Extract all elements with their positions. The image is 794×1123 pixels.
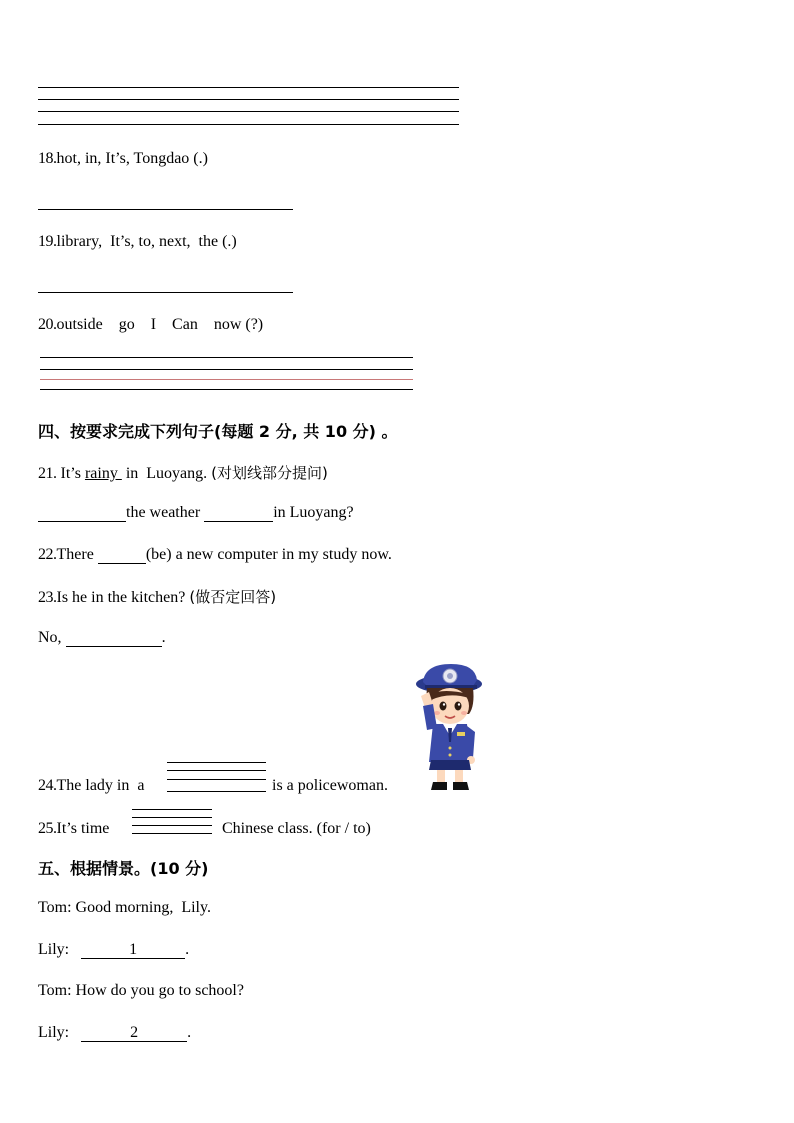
question-words: hot, in, It’s, Tongdao (.) bbox=[56, 150, 208, 167]
answer-text: the weather bbox=[126, 504, 205, 521]
right-eye bbox=[455, 702, 462, 711]
answer-line[interactable] bbox=[167, 770, 266, 771]
question-number: 25. bbox=[38, 820, 57, 837]
button bbox=[449, 754, 452, 757]
answer-text: . bbox=[161, 629, 166, 646]
dialogue-line bbox=[38, 941, 189, 959]
answer-text: in Luoyang? bbox=[273, 504, 354, 521]
blank-label: 2 bbox=[130, 1024, 139, 1041]
answer-line[interactable] bbox=[132, 809, 212, 810]
hat-badge-center bbox=[447, 673, 453, 679]
question-23 bbox=[38, 586, 276, 607]
policewoman-icon bbox=[413, 662, 487, 794]
speaker: Tom: bbox=[38, 982, 72, 999]
answer-line[interactable] bbox=[132, 817, 212, 818]
speaker: Lily: bbox=[38, 1024, 70, 1041]
question-words: outside go I Can now (?) bbox=[56, 316, 264, 333]
question-text: in Luoyang. bbox=[121, 465, 212, 482]
speaker: Tom: bbox=[38, 899, 72, 916]
question-number: 18. bbox=[38, 150, 57, 167]
question-number: 19. bbox=[38, 233, 57, 250]
section-5-title: 五、根据情景。(10 分) bbox=[38, 859, 209, 878]
dialogue-text: How do you go to school? bbox=[71, 982, 244, 999]
answer-line[interactable] bbox=[167, 791, 266, 792]
answer-line[interactable] bbox=[38, 111, 459, 112]
answer-line[interactable] bbox=[40, 379, 413, 380]
answer-blank[interactable] bbox=[66, 630, 162, 647]
answer-blank[interactable] bbox=[204, 505, 273, 522]
right-leg bbox=[455, 770, 463, 784]
question-text: Is he in the kitchen? bbox=[56, 589, 190, 606]
answer-line[interactable] bbox=[38, 209, 293, 210]
badge bbox=[457, 732, 465, 736]
answer-blank-1[interactable] bbox=[81, 942, 185, 959]
question-text: It’s time bbox=[56, 820, 114, 837]
answer-line[interactable] bbox=[40, 369, 413, 370]
dialogue-end: . bbox=[185, 941, 190, 958]
speaker: Lily: bbox=[38, 941, 70, 958]
answer-line[interactable] bbox=[132, 833, 212, 834]
answer-line[interactable] bbox=[40, 357, 413, 358]
right-arm bbox=[467, 726, 475, 758]
answer-text: No, bbox=[38, 629, 66, 646]
question-24-end: is a policewoman. bbox=[272, 777, 388, 794]
left-shoe bbox=[431, 782, 447, 790]
eye-shine bbox=[443, 703, 445, 705]
section-4-title: 四、按要求完成下列句子(每题 2 分, 共 10 分) 。 bbox=[38, 422, 398, 441]
dialogue-end: . bbox=[187, 1024, 192, 1041]
answer-line[interactable] bbox=[38, 124, 459, 125]
dialogue-text: Good morning, Lily. bbox=[71, 899, 211, 916]
underlined-word: rainy bbox=[84, 465, 122, 482]
question-number: 24. bbox=[38, 777, 57, 794]
answer-blank-2[interactable] bbox=[81, 1025, 187, 1042]
question-number: 22. bbox=[38, 546, 57, 563]
answer-line[interactable] bbox=[167, 779, 266, 780]
cheek bbox=[434, 711, 440, 715]
question-25-end: Chinese class. (for / to) bbox=[222, 820, 371, 837]
question-19 bbox=[38, 233, 237, 251]
answer-line[interactable] bbox=[38, 87, 459, 88]
question-number: 20. bbox=[38, 316, 57, 333]
dialogue-line bbox=[38, 1024, 191, 1042]
question-text: There bbox=[56, 546, 98, 563]
question-21 bbox=[38, 462, 328, 483]
answer-blank[interactable] bbox=[38, 505, 126, 522]
cheek bbox=[461, 711, 467, 715]
answer-line[interactable] bbox=[132, 825, 212, 826]
answer-blank[interactable] bbox=[98, 547, 146, 564]
question-18 bbox=[38, 150, 208, 168]
answer-line[interactable] bbox=[38, 292, 293, 293]
answer-line[interactable] bbox=[167, 762, 266, 763]
button bbox=[449, 747, 452, 750]
right-shoe bbox=[453, 782, 469, 790]
question-21-answer bbox=[38, 504, 354, 522]
left-eye bbox=[440, 702, 447, 711]
question-instruction: (对划线部分提问) bbox=[211, 464, 328, 482]
question-instruction: (做否定回答) bbox=[189, 588, 277, 606]
question-words: library, It’s, to, next, the (.) bbox=[56, 233, 237, 250]
question-23-answer bbox=[38, 629, 166, 647]
question-number: 21. bbox=[38, 465, 57, 482]
left-leg bbox=[437, 770, 445, 784]
dialogue-line bbox=[38, 982, 244, 1000]
question-22 bbox=[38, 546, 392, 564]
question-25 bbox=[38, 820, 113, 838]
dialogue-line bbox=[38, 899, 211, 917]
skirt bbox=[429, 760, 471, 770]
blank-label: 1 bbox=[129, 941, 138, 958]
question-24 bbox=[38, 777, 148, 795]
question-number: 23. bbox=[38, 589, 57, 606]
eye-shine bbox=[458, 703, 460, 705]
question-text: (be) a new computer in my study now. bbox=[145, 546, 392, 563]
answer-line[interactable] bbox=[38, 99, 459, 100]
question-text: It’s bbox=[56, 465, 85, 482]
question-text: The lady in a bbox=[56, 777, 149, 794]
answer-line[interactable] bbox=[40, 389, 413, 390]
question-20 bbox=[38, 316, 263, 334]
